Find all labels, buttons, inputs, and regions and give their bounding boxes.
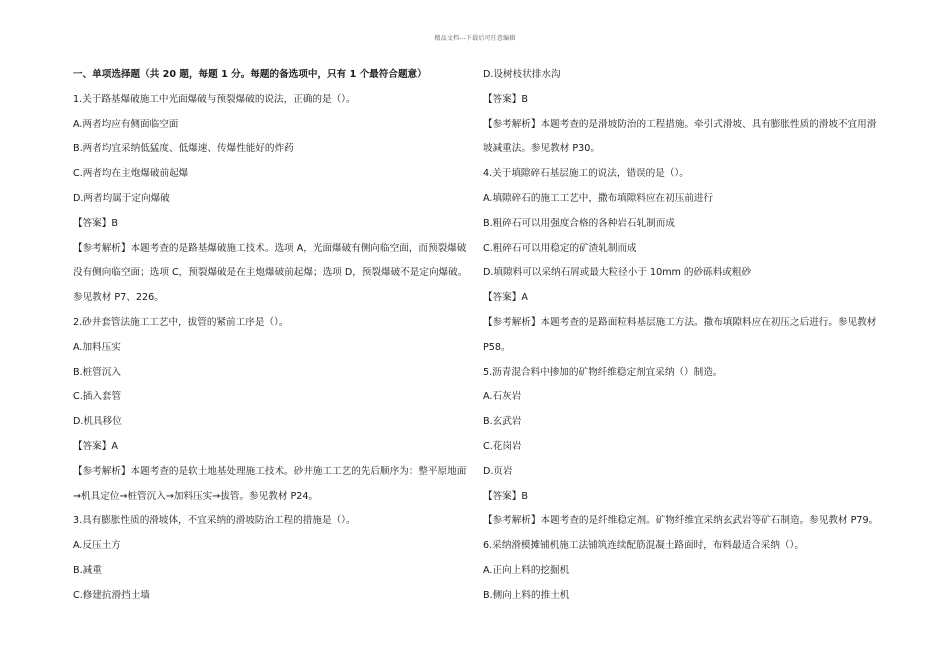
- text-line: C.粗碎石可以用稳定的矿渣轧制而成: [483, 242, 637, 254]
- text-line: D.两者均属于定向爆破: [73, 192, 170, 204]
- text-line: C.花岗岩: [483, 440, 522, 452]
- text-line: 【参考解析】本题考查的是纤维稳定剂。矿物纤维宜采纳玄武岩等矿石制造。参见教材 P79。: [483, 515, 879, 527]
- text-line: 1.关于路基爆破施工中光面爆破与预裂爆破的说法，正确的是（）。: [73, 93, 356, 105]
- text-line: P58。: [483, 341, 511, 353]
- text-line: A.两者均应有侧面临空面: [73, 118, 179, 130]
- text-line: B.两者均宜采纳低猛度、低爆速、传爆性能好的炸药: [73, 143, 294, 155]
- text-line: 【答案】B: [483, 93, 528, 105]
- text-line: 【参考解析】本题考查的是软土地基处理施工技术。砂井施工工艺的先后顺序为：整平原地面: [73, 465, 467, 477]
- text-line: D.机具移位: [73, 416, 122, 428]
- left-column: [73, 68, 473, 614]
- text-line: B.桩管沉入: [73, 366, 122, 378]
- text-line: 6.采纳滑模摊铺机施工法铺筑连续配筋混凝土路面时，布料最适合采纳（）。: [483, 540, 804, 552]
- text-line: 参见教材 P7、226。: [73, 292, 164, 304]
- text-line: 5.沥青混合料中掺加的矿物纤维稳定剂宜采纳（）制造。: [483, 366, 723, 378]
- text-line: A.加料压实: [73, 341, 121, 353]
- text-line: 2.砂井套管法施工工艺中，拔管的紧前工序是（）。: [73, 316, 289, 328]
- text-line: 【参考解析】本题考查的是路面粒料基层施工方法。撒布填隙料应在初压之后进行。参见教材: [483, 316, 877, 328]
- text-line: C.修建抗滑挡土墙: [73, 589, 150, 601]
- text-line: 4.关于填隙碎石基层施工的说法，错误的是（）。: [483, 168, 689, 180]
- text-line: D.填隙料可以采纳石屑或最大粒径小于 10mm 的砂砾料或粗砂: [483, 267, 752, 279]
- text-line: 【答案】A: [73, 440, 118, 452]
- text-line: B.减重: [73, 564, 102, 576]
- text-line: A.填隙碎石的施工工艺中，撒布填隙料应在初压前进行: [483, 192, 714, 204]
- text-line: 3.具有膨胀性质的滑坡体，不宜采纳的滑坡防治工程的措施是（）。: [73, 515, 356, 527]
- right-column: [483, 68, 883, 614]
- text-line: B.粗碎石可以用强度合格的各种岩石轧制而成: [483, 217, 675, 229]
- text-line: D.设树枝状排水沟: [483, 69, 561, 80]
- text-line: →机具定位→桩管沉入→加料压实→拔管。参见教材 P24。: [73, 490, 319, 502]
- text-line: C.两者均在主炮爆破前起爆: [73, 168, 189, 180]
- text-line: 【参考解析】本题考查的是路基爆破施工技术。选项 A，光面爆破有侧向临空面，而预裂爆破: [73, 242, 467, 254]
- page-header: 精品文档---下载后可任意编辑: [434, 35, 516, 42]
- text-line: B.侧向上料的推土机: [483, 589, 570, 601]
- text-line: 一、单项选择题（共 20 题，每题 1 分。每题的备选项中，只有 1 个最符合题意）: [73, 69, 427, 80]
- text-line: 【答案】B: [483, 490, 528, 502]
- text-line: A.石灰岩: [483, 391, 522, 403]
- text-line: 【答案】A: [483, 292, 528, 304]
- text-line: A.正向上料的挖掘机: [483, 564, 570, 576]
- text-line: B.玄武岩: [483, 416, 522, 428]
- text-line: 没有侧向临空面；选项 C，预裂爆破是在主炮爆破前起爆；选项 D，预裂爆破不是定向爆破。: [73, 267, 468, 279]
- text-line: A.反压土方: [73, 540, 121, 552]
- text-line: 【参考解析】本题考查的是滑坡防治的工程措施。牵引式滑坡、具有膨胀性质的滑坡不宜用滑: [483, 118, 877, 130]
- text-line: D.页岩: [483, 465, 513, 477]
- text-line: C.插入套管: [73, 391, 122, 403]
- text-line: 【答案】B: [73, 217, 118, 229]
- text-line: 坡减重法。参见教材 P30。: [483, 143, 600, 155]
